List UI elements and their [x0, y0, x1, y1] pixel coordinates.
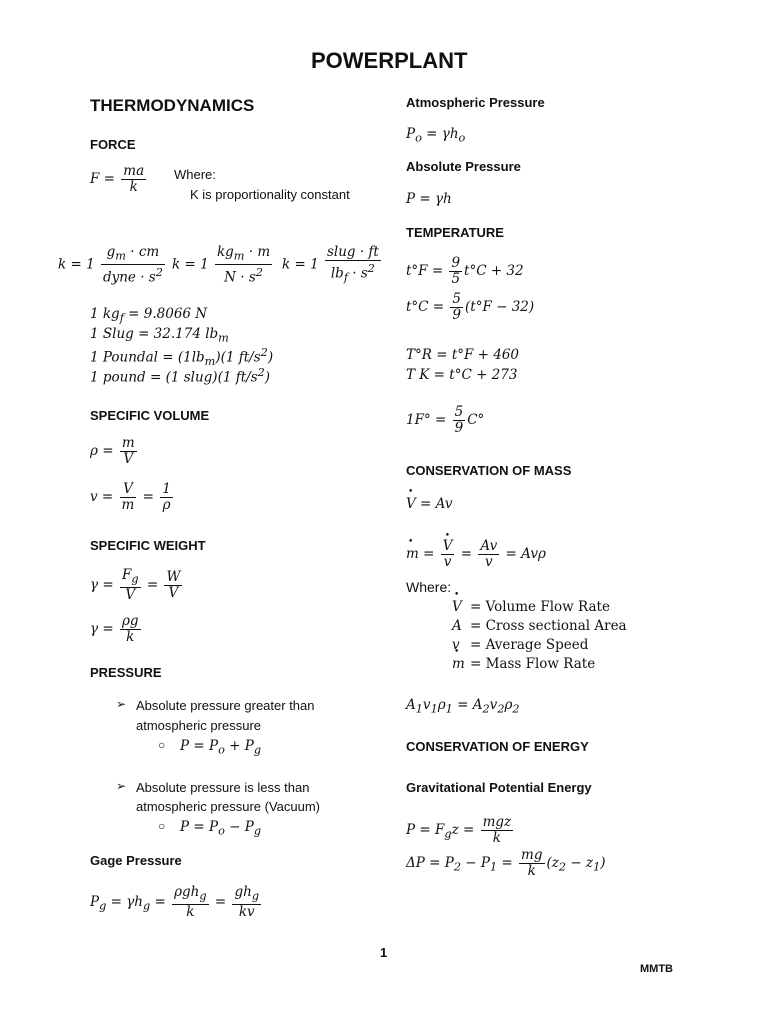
- where-label-right: Where:: [406, 579, 452, 595]
- def-average-speed: = Average Speed: [470, 637, 589, 653]
- mass-flow-formula: • m = • $\frac{V}{v}$ = $\frac{Av}{v}$ = Avρ: [406, 539, 546, 570]
- delta-p-formula: $\Delta P = P_2 - P_1$ = $\frac{mg}{k}$ $(z_2 - z_1)$: [406, 847, 606, 879]
- fahrenheit-formula: t°F = $\frac{9}{5}$ t°C + 32: [406, 255, 524, 287]
- arrow-bullet-icon: ➢: [116, 779, 127, 793]
- circle-bullet-icon: ○: [158, 819, 166, 833]
- bullet2-line1: Absolute pressure is less than: [136, 780, 310, 795]
- def-volume-flow-rate: = Volume Flow Rate: [470, 599, 610, 615]
- conversion-kgf: 1 $kg_f = 9.8066$ N: [90, 306, 208, 325]
- density-formula: ρ = $\frac{m}{V}$: [90, 435, 135, 467]
- force-formula: F = $\frac{ma}{k}$: [90, 163, 145, 195]
- degree-ratio-formula: 1F° = $\frac{5}{9}$ C°: [406, 404, 485, 436]
- conservation-mass-heading: CONSERVATION OF MASS: [406, 463, 572, 478]
- continuity-formula: $A_1v_1\rho_1 = A_2v_2\rho_2$: [406, 697, 520, 716]
- k-formula-cm: k = 1 $\frac{g_m \cdot cm}{dyne \cdot s^2}$: [58, 244, 163, 286]
- circle-bullet-icon: ○: [158, 738, 166, 752]
- k-formula-ft: k = 1 $\frac{\text{slug · ft}}{lb_f \cdot s^2}$: [282, 244, 379, 285]
- absolute-pressure-heading: Absolute Pressure: [406, 159, 521, 174]
- specific-weight-formula-2: γ = $\frac{\rho g}{k}$: [90, 613, 139, 645]
- pressure-less-formula: $P = P_o - P_g$: [180, 819, 262, 838]
- def-symbol-a: A: [452, 618, 462, 634]
- conservation-energy-heading: CONSERVATION OF ENERGY: [406, 739, 589, 754]
- k-formula-m: k = 1 $\frac{kg_m \cdot m}{N \cdot s^2}$: [172, 244, 271, 286]
- force-heading: FORCE: [90, 137, 136, 152]
- atmospheric-pressure-heading: Atmospheric Pressure: [406, 95, 545, 110]
- gage-pressure-formula: $P_g = \gamma h_g$ = $\frac{\rho gh_g}{k}$ = $\frac{gh_g}{kv}$: [90, 884, 260, 920]
- gpe-formula: $P = F_gz$ = $\frac{\text{mgz}}{k}$: [406, 814, 512, 846]
- absolute-pressure-formula: P = γh: [406, 191, 452, 207]
- pressure-greater-formula: $P = P_o + P_g$: [180, 738, 262, 757]
- def-symbol-v: v: [452, 637, 460, 653]
- def-cross-sectional-area: = Cross sectional Area: [470, 618, 627, 634]
- specific-weight-formula-1: γ = $\frac{F_g}{V}$ = $\frac{W}{V}$: [90, 567, 181, 603]
- bullet1-line1: Absolute pressure greater than: [136, 698, 315, 713]
- specific-weight-heading: SPECIFIC WEIGHT: [90, 538, 206, 553]
- page-title: POWERPLANT: [311, 48, 468, 73]
- def-symbol-mdot: • m: [452, 656, 465, 672]
- conversion-pound: 1 pound = (1 slug)(1 $ft/s^2$): [90, 366, 271, 386]
- page-number: 1: [380, 945, 388, 960]
- where-description: K is proportionality constant: [190, 187, 350, 202]
- bullet2-line2: atmospheric pressure (Vacuum): [136, 799, 320, 814]
- volume-flow-formula: • V = Av: [406, 496, 452, 512]
- pressure-heading: PRESSURE: [90, 665, 162, 680]
- conversion-slug: 1 Slug = 32.174 $lb_m$: [90, 326, 229, 345]
- temperature-heading: TEMPERATURE: [406, 225, 504, 240]
- footer-author: MMTB: [640, 963, 673, 975]
- specific-volume-heading: SPECIFIC VOLUME: [90, 408, 210, 423]
- atmospheric-pressure-formula: $P_o = \gamma h_o$: [406, 126, 466, 145]
- where-label: Where:: [174, 167, 216, 182]
- kelvin-formula: T K = t°C + 273: [406, 367, 518, 383]
- rankine-formula: T°R = t°F + 460: [406, 347, 520, 363]
- gpe-heading: Gravitational Potential Energy: [406, 780, 592, 795]
- celsius-formula: t°C = $\frac{5}{9}$ (t°F − 32): [406, 291, 535, 323]
- specific-volume-formula: v = $\frac{V}{m}$ = $\frac{1}{\rho}$: [90, 481, 171, 513]
- arrow-bullet-icon: ➢: [116, 697, 127, 711]
- def-mass-flow-rate: = Mass Flow Rate: [470, 656, 596, 672]
- gage-pressure-heading: Gage Pressure: [90, 853, 182, 868]
- section-heading: THERMODYNAMICS: [90, 96, 255, 115]
- conversion-poundal: 1 Poundal = $(1lb_m)(1$ $ft/s^2$): [90, 346, 274, 369]
- bullet1-line2: atmospheric pressure: [136, 718, 261, 733]
- def-symbol-vdot: • V: [452, 599, 462, 615]
